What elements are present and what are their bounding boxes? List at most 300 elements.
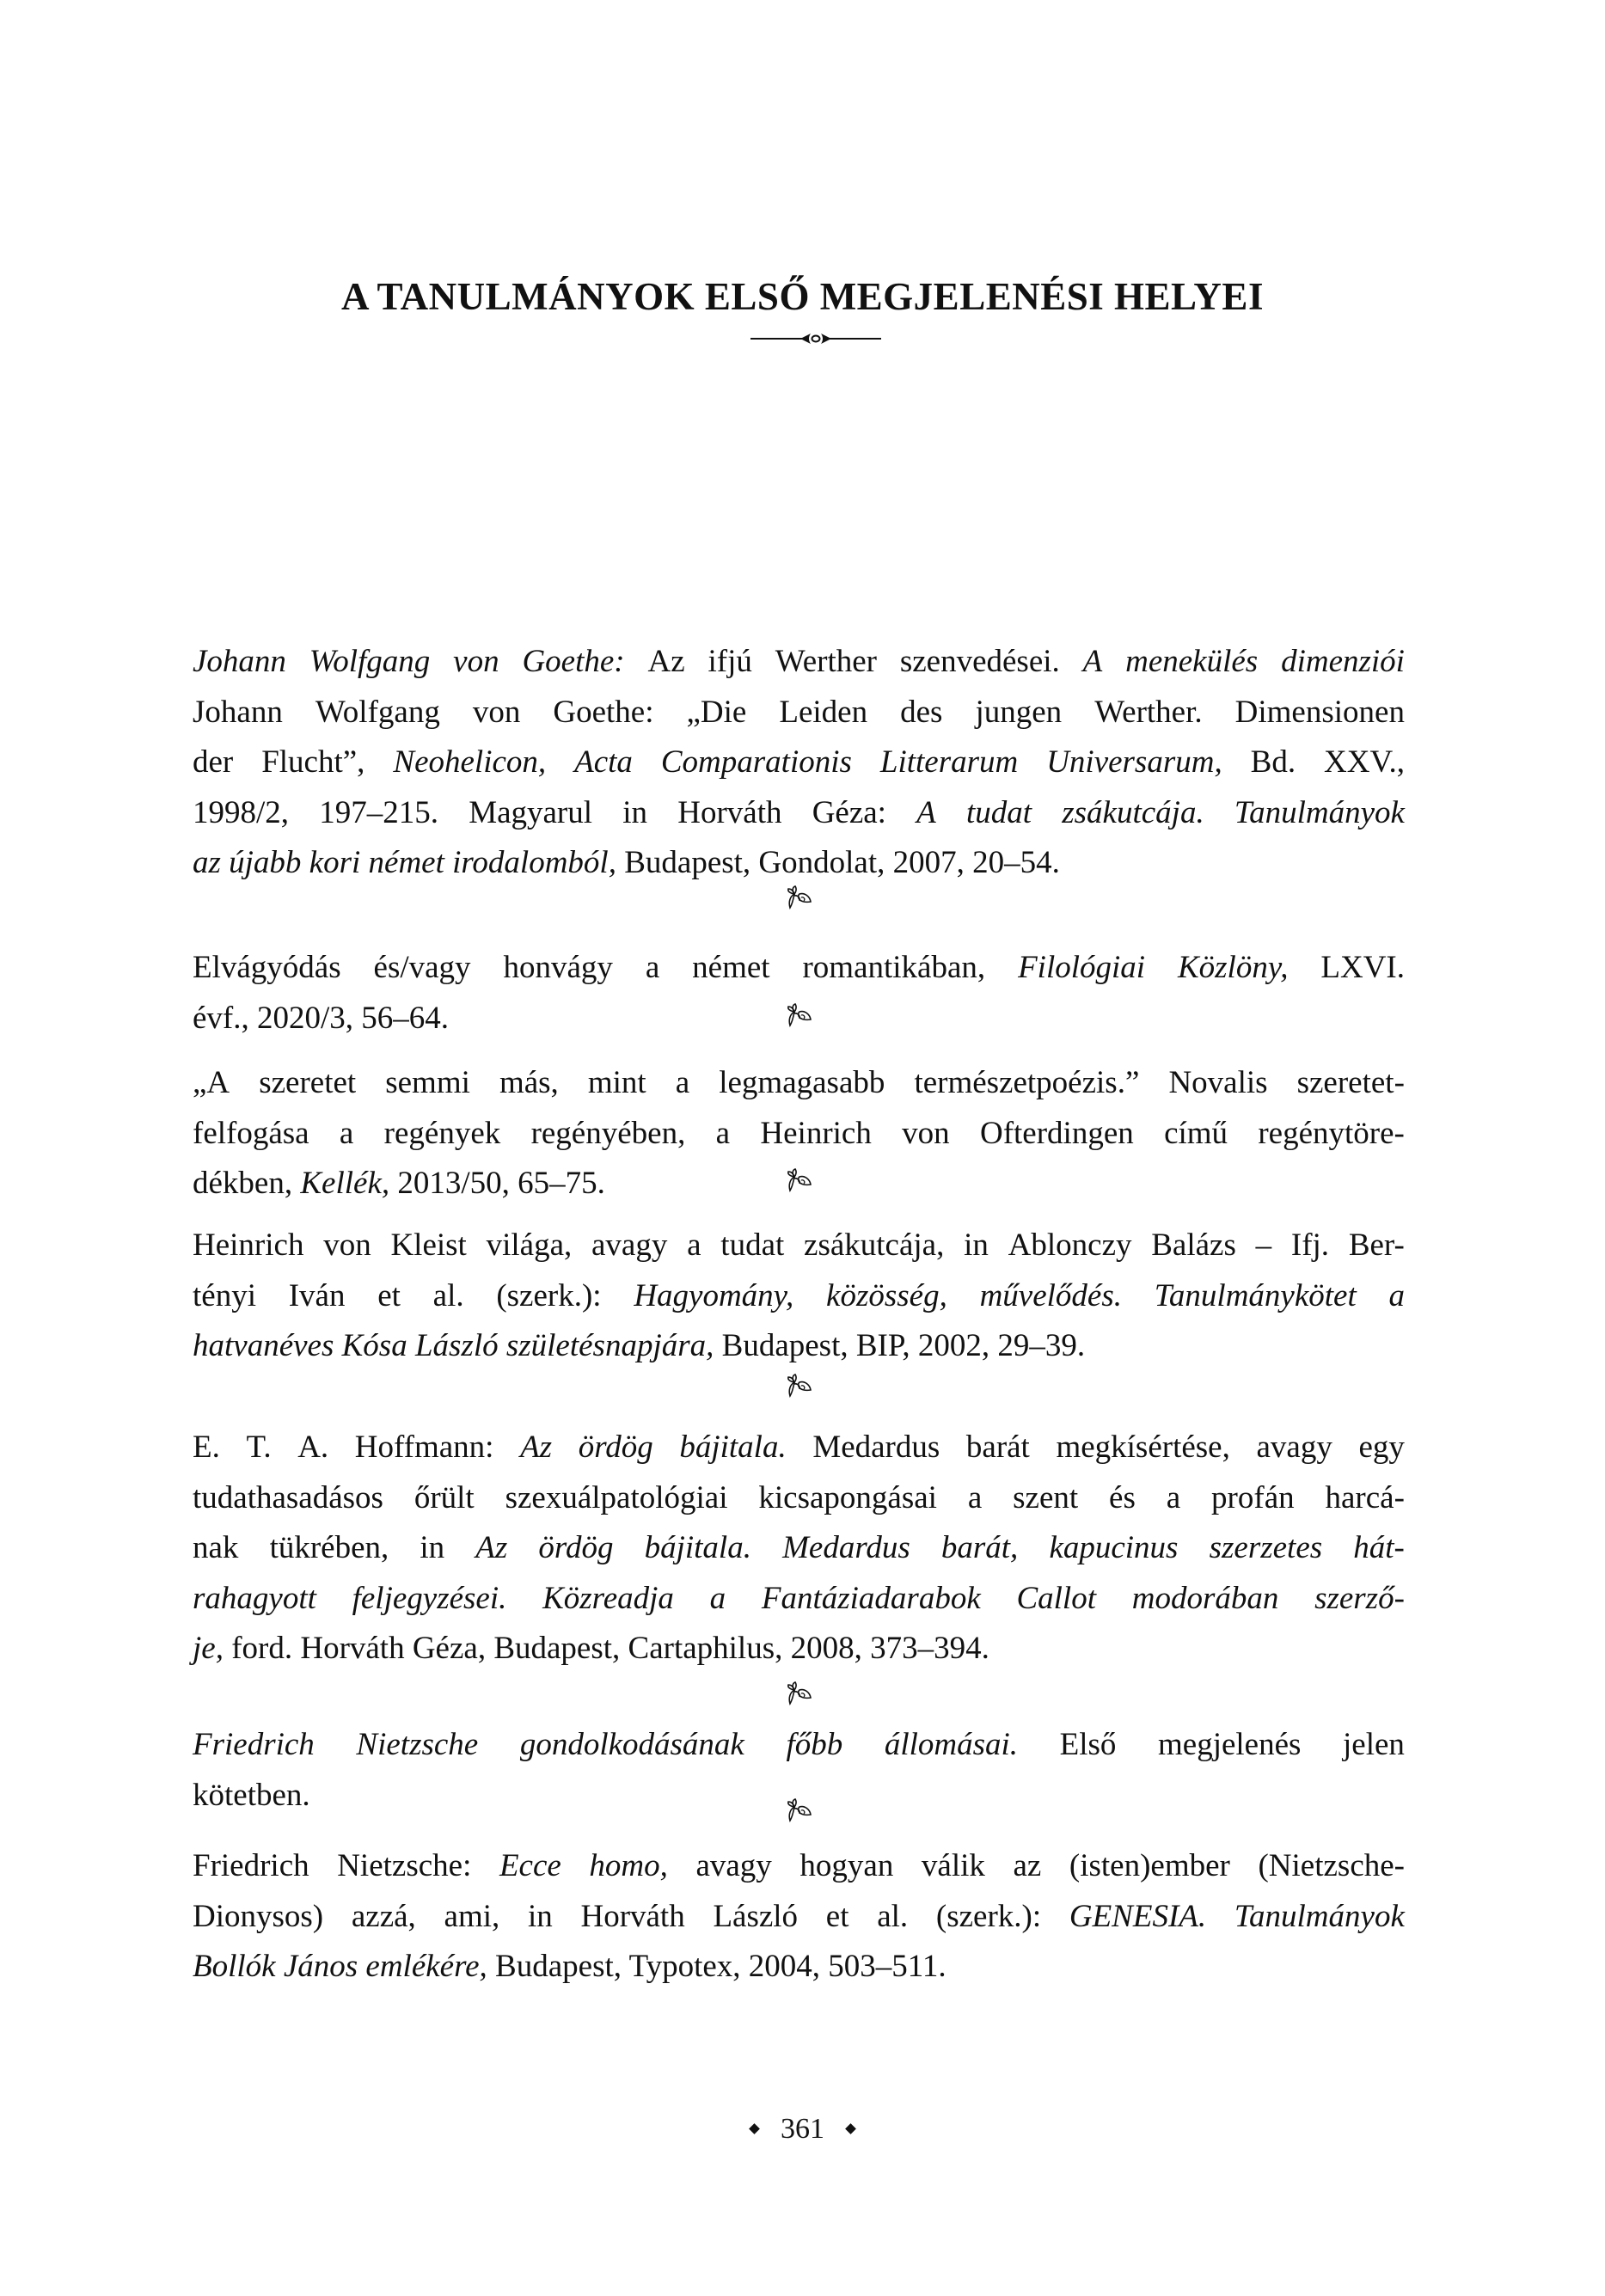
- word: [679, 1423, 786, 1473]
- word: [695, 1841, 771, 1892]
- text: Heinrich: [760, 1115, 872, 1151]
- text: ifjú: [708, 644, 752, 679]
- word: [1167, 1473, 1180, 1524]
- word: [779, 688, 867, 738]
- word: [687, 688, 747, 738]
- word: [520, 1423, 552, 1473]
- word: [453, 637, 499, 688]
- text: 2013/50, 65–75.: [389, 1166, 605, 1201]
- text: Medardus: [812, 1430, 940, 1465]
- text: in: [527, 1898, 553, 1934]
- word: [812, 1423, 940, 1473]
- word: [719, 1058, 885, 1109]
- word: [246, 1423, 271, 1473]
- word: [356, 1720, 478, 1771]
- word: [941, 1523, 1018, 1574]
- word: [916, 788, 936, 839]
- word: [1388, 1271, 1405, 1322]
- text: 197–215.: [319, 794, 438, 830]
- fleuron-icon: [782, 1167, 813, 1193]
- word: [193, 738, 233, 788]
- word: [538, 1523, 613, 1574]
- word: [645, 1523, 751, 1574]
- word: [1358, 1423, 1404, 1473]
- italic-text: tudat: [965, 794, 1032, 830]
- word: [900, 688, 942, 738]
- italic-text: Az: [520, 1430, 553, 1465]
- word: [390, 1221, 466, 1271]
- word: [315, 688, 440, 738]
- text: Dimensionen: [1234, 694, 1405, 730]
- entry-line: [193, 1720, 1405, 1771]
- word: [762, 1574, 981, 1625]
- italic-text: Közlöny,: [1177, 950, 1289, 985]
- text: des: [900, 694, 943, 730]
- word: [579, 1423, 653, 1473]
- text: évf., 2020/3, 56–64.: [193, 1000, 450, 1036]
- word: [1155, 1271, 1357, 1322]
- word: [622, 788, 647, 839]
- italic-text: Kellék,: [300, 1166, 390, 1201]
- italic-text: barát,: [940, 1530, 1019, 1565]
- word: [193, 637, 286, 688]
- text: Géza:: [812, 794, 886, 830]
- text: hogyan: [799, 1848, 894, 1883]
- word: [647, 637, 684, 688]
- word: [900, 637, 1060, 688]
- word: [720, 1221, 784, 1271]
- word: [499, 1058, 559, 1109]
- italic-text: főbb: [786, 1727, 843, 1762]
- word: [444, 1892, 500, 1943]
- text: szeretet-: [1296, 1065, 1405, 1100]
- word: [964, 1221, 989, 1271]
- text: a: [675, 1065, 690, 1100]
- text: ford. Horváth Géza, Budapest, Cartaphilus, 2008, 373–394.: [223, 1631, 989, 1666]
- text: von: [323, 1228, 371, 1263]
- italic-text: Az: [475, 1530, 508, 1565]
- text: romantikában,: [802, 950, 986, 985]
- italic-text: gondolkodásának: [519, 1727, 744, 1762]
- text: von: [472, 694, 521, 730]
- word: [193, 1720, 315, 1771]
- text: Elvágyódás: [193, 950, 341, 985]
- word: [1062, 788, 1204, 839]
- word: [716, 1109, 730, 1160]
- text: Friedrich: [193, 1848, 309, 1883]
- word: [377, 1271, 401, 1322]
- italic-text: Fantáziadarabok: [761, 1580, 981, 1616]
- text: Balázs: [1151, 1228, 1236, 1263]
- text: a: [687, 1228, 701, 1263]
- italic-text: GENESIA.: [1069, 1898, 1207, 1934]
- text: Werther: [775, 644, 877, 679]
- word: [1234, 1892, 1405, 1943]
- italic-text: zsákutcája.: [1062, 794, 1204, 830]
- word: [786, 1720, 842, 1771]
- entry-line: [193, 943, 1405, 994]
- word: [193, 1271, 256, 1322]
- text: E.: [193, 1430, 220, 1465]
- bibliography-entry: [193, 943, 1405, 1044]
- italic-text: Tanulmányok: [1234, 794, 1405, 830]
- word: [433, 1271, 464, 1322]
- word: [355, 1423, 494, 1473]
- word: [812, 788, 886, 839]
- entry-line: [193, 1221, 1405, 1271]
- word: [1258, 1109, 1405, 1160]
- word: [1256, 1221, 1272, 1271]
- text: LXVI.: [1320, 950, 1405, 985]
- text: szent: [1013, 1479, 1079, 1515]
- text: semmi: [385, 1065, 470, 1100]
- word: [1016, 1574, 1096, 1625]
- text: német: [692, 950, 770, 985]
- word: [1094, 688, 1202, 738]
- entry-line: [193, 1624, 1405, 1675]
- text: in: [420, 1530, 445, 1565]
- word: [589, 1841, 667, 1892]
- text: Flucht”,: [261, 744, 365, 780]
- italic-text: szerzetes: [1209, 1530, 1323, 1565]
- text: (isten)ember: [1069, 1848, 1230, 1883]
- word: [902, 1109, 950, 1160]
- word: [1125, 637, 1258, 688]
- word: [1164, 1109, 1228, 1160]
- text: természetpoézis.”: [914, 1065, 1140, 1100]
- text: in: [622, 794, 648, 830]
- text: Első: [1059, 1727, 1117, 1762]
- text: nak: [193, 1530, 239, 1565]
- text: –: [1255, 1228, 1272, 1263]
- word: [802, 943, 985, 994]
- text: ami,: [444, 1898, 500, 1934]
- word: [1069, 1892, 1206, 1943]
- italic-text: kapucinus: [1049, 1530, 1179, 1565]
- italic-text: Neohelicon,: [393, 744, 547, 780]
- text: Ofterdingen: [979, 1115, 1134, 1151]
- text: regényében,: [530, 1115, 686, 1151]
- entry-line: [193, 688, 1405, 738]
- word: [193, 1892, 323, 1943]
- text: Novalis: [1168, 1065, 1268, 1100]
- text: tudat: [720, 1228, 785, 1263]
- text: Budapest, Typotex, 2004, 503–511.: [487, 1949, 946, 1984]
- text: Hoffmann:: [354, 1430, 494, 1465]
- word: [968, 1473, 982, 1524]
- italic-text: dimenziói: [1281, 644, 1405, 679]
- word: [542, 1574, 674, 1625]
- page-number-footer: [0, 2108, 1605, 2151]
- diamond-bullet-icon: [749, 2123, 760, 2134]
- text: és/vagy: [373, 950, 471, 985]
- italic-text: a: [709, 1580, 726, 1616]
- text: Budapest, Gondolat, 2007, 20–54.: [616, 845, 1060, 880]
- text: harcá-: [1325, 1479, 1405, 1515]
- italic-text: Comparationis: [660, 744, 852, 780]
- italic-text: Ecce: [499, 1848, 561, 1883]
- word: [975, 688, 1062, 738]
- text: szeretet: [259, 1065, 357, 1100]
- entry-line: [193, 1321, 1405, 1372]
- word: [505, 1473, 728, 1524]
- word: [289, 1271, 346, 1322]
- word: [1258, 1841, 1405, 1892]
- word: [676, 1058, 689, 1109]
- text: Wolfgang: [315, 694, 440, 730]
- word: [261, 738, 364, 788]
- word: [193, 943, 341, 994]
- text: profán: [1211, 1479, 1295, 1515]
- word: [384, 1109, 501, 1160]
- entry-line: [193, 1841, 1405, 1892]
- italic-text: Közreadja: [542, 1580, 674, 1616]
- text: Bd.: [1250, 744, 1296, 780]
- word: [692, 943, 769, 994]
- word: [708, 637, 751, 688]
- text: Dionysos): [193, 1898, 324, 1934]
- text: in: [964, 1228, 989, 1263]
- text: legmagasabb: [719, 1065, 885, 1100]
- word: [646, 943, 659, 994]
- text: felfogása: [193, 1115, 309, 1151]
- text: (szerk.):: [935, 1898, 1042, 1934]
- text: szenvedései.: [899, 644, 1060, 679]
- word: [522, 637, 624, 688]
- word: [677, 788, 781, 839]
- word: [352, 1574, 507, 1625]
- word: [193, 1109, 309, 1160]
- text: válik: [921, 1848, 985, 1883]
- text: regények: [383, 1115, 501, 1151]
- text: Az: [647, 644, 685, 679]
- italic-text: bájitala.: [679, 1430, 787, 1465]
- italic-text: menekülés: [1125, 644, 1259, 679]
- word: [877, 1892, 908, 1943]
- text: Werther.: [1094, 694, 1203, 730]
- word: [591, 1221, 667, 1271]
- text: a: [339, 1115, 354, 1151]
- word: [980, 1109, 1134, 1160]
- text: világa,: [486, 1228, 573, 1263]
- text: Horváth: [677, 794, 782, 830]
- word: [1008, 1221, 1132, 1271]
- text: Goethe:: [553, 694, 654, 730]
- text: al.: [877, 1898, 909, 1934]
- word: [687, 1221, 701, 1271]
- text: kicsapongásai: [758, 1479, 937, 1515]
- word: [634, 1271, 793, 1322]
- italic-text: modorában: [1131, 1580, 1279, 1616]
- text: egy: [1358, 1430, 1405, 1465]
- italic-text: Hagyomány,: [634, 1277, 794, 1313]
- italic-text: Goethe:: [522, 644, 625, 679]
- text: der: [193, 744, 234, 780]
- word: [352, 1892, 416, 1943]
- word: [580, 1892, 684, 1943]
- italic-text: közösség,: [826, 1277, 947, 1313]
- text: T.: [246, 1430, 272, 1465]
- italic-text: művelődés.: [979, 1277, 1122, 1313]
- text: szexuálpatológiai: [505, 1479, 728, 1515]
- text: et: [825, 1898, 849, 1934]
- italic-text: Litterarum: [879, 744, 1019, 780]
- text: a: [645, 950, 660, 985]
- text: megkísértése,: [1056, 1430, 1230, 1465]
- entry-line: [193, 1058, 1405, 1109]
- text: A.: [297, 1430, 329, 1465]
- text: Heinrich: [193, 1228, 304, 1263]
- word: [528, 1892, 553, 1943]
- word: [193, 788, 289, 839]
- italic-text: Callot: [1016, 1580, 1096, 1616]
- text: dékben,: [193, 1166, 301, 1201]
- bibliography-entry: [193, 1841, 1405, 1993]
- text: Horváth: [580, 1898, 685, 1934]
- word: [393, 738, 546, 788]
- italic-text: Johann: [193, 644, 286, 679]
- text: című: [1164, 1115, 1228, 1151]
- text: Nietzsche:: [337, 1848, 472, 1883]
- word: [826, 1892, 849, 1943]
- text: zsákutcája,: [804, 1228, 945, 1263]
- word: [966, 1423, 1030, 1473]
- text: és: [1109, 1479, 1136, 1515]
- fleuron-icon: [782, 1373, 813, 1399]
- entry-line: [193, 1271, 1405, 1322]
- bibliography-entry: [193, 1423, 1405, 1675]
- word: [520, 1720, 744, 1771]
- italic-text: je,: [193, 1631, 224, 1666]
- entry-line: [193, 1473, 1405, 1524]
- word: [553, 688, 653, 738]
- word: [319, 788, 438, 839]
- word: [469, 788, 592, 839]
- text: Iván: [288, 1277, 346, 1313]
- text: jelen: [1343, 1727, 1405, 1762]
- text: Johann: [193, 694, 283, 730]
- text: XXV.,: [1324, 744, 1405, 780]
- word: [1060, 1720, 1117, 1771]
- text: a: [967, 1479, 983, 1515]
- word: [1069, 1841, 1230, 1892]
- text: regénytöre-: [1258, 1115, 1405, 1151]
- bibliography-entry: [193, 1221, 1405, 1372]
- italic-text: rahagyott: [193, 1580, 316, 1616]
- text: „Die: [686, 694, 747, 730]
- word: [420, 1523, 444, 1574]
- word: [1297, 1058, 1405, 1109]
- word: [936, 1892, 1041, 1943]
- entry-line: [193, 838, 1405, 889]
- entry-line: [193, 1574, 1405, 1625]
- page-number: 361: [781, 2113, 824, 2145]
- word: [826, 1271, 947, 1322]
- word: [588, 1058, 646, 1109]
- text: avagy: [591, 1228, 668, 1263]
- word: [799, 1841, 893, 1892]
- text: a: [715, 1115, 731, 1151]
- bibliography-entry: [193, 637, 1405, 889]
- word: [496, 1271, 601, 1322]
- word: [1083, 637, 1103, 688]
- word: [193, 1473, 383, 1524]
- word: [1132, 1574, 1279, 1625]
- word: [880, 738, 1018, 788]
- text: Leiden: [779, 694, 868, 730]
- word: [374, 943, 471, 994]
- word: [270, 1523, 389, 1574]
- word: [914, 1058, 1139, 1109]
- word: [1013, 1841, 1041, 1892]
- italic-text: hát-: [1353, 1530, 1405, 1565]
- word: [1343, 1720, 1405, 1771]
- word: [574, 738, 633, 788]
- text: von: [902, 1115, 950, 1151]
- word: [1168, 1058, 1267, 1109]
- italic-text: Filológiai: [1018, 950, 1146, 985]
- word: [1320, 943, 1405, 994]
- text: Ifj.: [1290, 1228, 1330, 1263]
- italic-text: szerző-: [1314, 1580, 1405, 1616]
- word: [340, 1109, 353, 1160]
- italic-text: hatvanéves Kósa László születésnapjára,: [193, 1328, 714, 1363]
- word: [1324, 738, 1405, 788]
- text: honvágy: [503, 950, 613, 985]
- fleuron-icon: [782, 1002, 813, 1028]
- text: Magyarul: [469, 794, 593, 830]
- text: a: [1166, 1479, 1181, 1515]
- word: [193, 1058, 230, 1109]
- text: (szerk.):: [496, 1277, 602, 1313]
- word: [1158, 1720, 1301, 1771]
- text: (Nietzsche-: [1258, 1848, 1405, 1883]
- fleuron-icon: [782, 1681, 813, 1706]
- italic-text: A: [1082, 644, 1103, 679]
- italic-text: feljegyzései.: [352, 1580, 507, 1616]
- italic-text: ördög: [538, 1530, 614, 1565]
- word: [1256, 1423, 1332, 1473]
- entry-line: [193, 1109, 1405, 1160]
- fleuron-icon: [782, 885, 813, 910]
- word: [1109, 1473, 1136, 1524]
- italic-text: Acta: [574, 744, 633, 780]
- text: tényi: [193, 1277, 256, 1313]
- text: „A: [193, 1065, 230, 1100]
- italic-text: ördög: [578, 1430, 653, 1465]
- word: [1291, 1221, 1329, 1271]
- word: [531, 1109, 686, 1160]
- word: [1151, 1221, 1236, 1271]
- word: [1178, 943, 1289, 994]
- word: [259, 1058, 356, 1109]
- word: [337, 1841, 471, 1892]
- italic-text: Friedrich: [193, 1727, 315, 1762]
- word: [193, 1841, 309, 1892]
- text: jungen: [975, 694, 1063, 730]
- fleuron-icon: [782, 1797, 813, 1823]
- italic-text: Tanulmányok: [1234, 1898, 1405, 1934]
- word: [980, 1271, 1122, 1322]
- entry-line: [193, 738, 1405, 788]
- italic-text: homo,: [589, 1848, 668, 1883]
- word: [1018, 943, 1145, 994]
- italic-text: Bollók János emlékére,: [193, 1949, 487, 1984]
- word: [1234, 788, 1405, 839]
- word: [323, 1221, 371, 1271]
- italic-text: Nietzsche: [356, 1727, 479, 1762]
- entry-line: [193, 1892, 1405, 1943]
